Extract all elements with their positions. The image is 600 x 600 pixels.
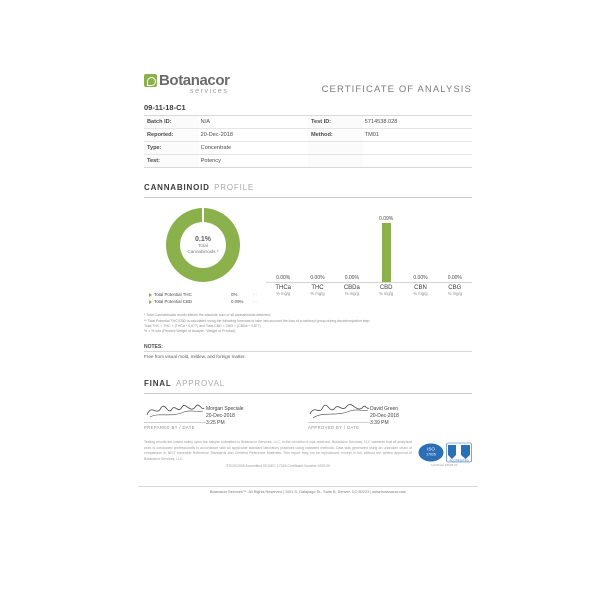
total-cannabinoids-chart	[144, 204, 262, 305]
sample-id: 09-11-18-C1	[144, 103, 186, 112]
disclaimer-text: Testing results are based solely upon the sample submitted to Botanacor Services, LLC, in the condition it was received. Botanacor Services, LLC warrants that all analytical work is conducted professionally in accordance with all applicable standard laboratory practices using validated methods. Data was generated using an unbroken chain of comparison to NIST traceable Reference Standards and Certified Reference Materials. This report may not be reproduced, except in full, without the written approval of Botanacor Services, LLC.	[144, 439, 412, 461]
cell-label: Type:	[144, 142, 199, 154]
signatory-name: David Green	[370, 405, 399, 412]
footnote: Total THC = THC + (THCa * 0.877) and Total CBD = CBD + (CBDa * 0.877).	[144, 324, 262, 329]
cell-label: Reported:	[144, 129, 199, 141]
triangle-icon	[149, 300, 152, 304]
iso-seal-icon	[418, 442, 444, 463]
bar-axis-label	[269, 285, 298, 296]
table-row	[144, 129, 472, 142]
cell-label: Test:	[144, 155, 199, 167]
section-title-secondary: PROFILE	[214, 183, 254, 192]
signatory-time: 3:39 PM	[370, 420, 389, 427]
leaf-icon	[144, 74, 157, 87]
bar-category-name: THCa	[275, 285, 291, 291]
legend-value: 0%	[231, 292, 238, 297]
legend-label: Total Potential CBD	[154, 298, 193, 304]
legend-label: Total Potential THC	[154, 292, 192, 297]
donut-caption-1: Total	[198, 242, 208, 248]
table-row	[144, 116, 472, 129]
table-row	[144, 155, 472, 167]
bar-item	[406, 204, 435, 282]
cell-value	[363, 155, 472, 167]
bar-value-label: 0.00%	[276, 275, 291, 281]
accredited-seal-icon	[446, 442, 472, 463]
cell-label: Test ID:	[308, 116, 363, 128]
signatory-time: 3:25 PM	[206, 420, 225, 427]
cell-label: Method:	[308, 129, 363, 141]
bar-axis-label	[337, 285, 366, 296]
signatory-name: Morgan Speciale	[206, 405, 244, 412]
bar-category-name: CBG	[448, 285, 462, 291]
cell-label	[308, 155, 363, 167]
bar-category-unit: % mg/g	[276, 291, 291, 296]
bar-chart-axis-labels	[266, 285, 472, 296]
donut-chart	[166, 208, 240, 282]
table-row	[144, 142, 472, 155]
bar-category-name: CBDa	[343, 285, 360, 291]
approval-section-header	[144, 373, 472, 394]
bar-item	[440, 204, 469, 282]
bar-category-name: THC	[311, 285, 324, 291]
donut-caption-2: Cannabinoids *	[187, 248, 219, 254]
bar-category-unit: % mg/g	[310, 291, 325, 296]
signature-block-prepared	[144, 399, 308, 430]
cell-value: Concentrate	[200, 145, 232, 151]
bar-item	[269, 204, 298, 282]
bar-axis-label	[406, 285, 435, 296]
signature-image-approved	[308, 399, 370, 421]
bar-item	[372, 204, 401, 282]
cell-label: Batch ID:	[144, 116, 199, 128]
bar-value-label: 0.00%	[413, 275, 428, 281]
cell-value: N/A	[200, 119, 210, 125]
list-item	[149, 299, 257, 306]
donut-legend	[149, 292, 257, 305]
bar-category-unit: % mg/g	[379, 291, 394, 296]
logo-line	[144, 72, 230, 89]
bar-category-name: CBN	[414, 285, 427, 291]
donut-value: 0.1%	[195, 235, 211, 243]
approved-by-label: APPROVED BY / DATE	[308, 422, 370, 430]
cannabinoid-bar-chart	[262, 204, 472, 305]
legend-value: 0.09%	[231, 298, 244, 304]
bar-axis-label	[303, 285, 332, 296]
list-item	[149, 292, 257, 299]
cannabinoid-footnotes	[144, 313, 472, 335]
bar-category-unit: % mg/g	[344, 291, 359, 296]
cell-value	[363, 142, 472, 154]
document-footer: Botanacor Services™. All Rights Reserved | 1001 S. Galapago St., Suite B, Denver, CO 80223 | www.botanacor.com	[138, 486, 478, 494]
brand-logo	[144, 72, 230, 95]
triangle-icon	[149, 293, 152, 297]
cell-value: Potency	[200, 158, 221, 164]
bar-item	[303, 204, 332, 282]
cannabinoid-section-header	[144, 177, 472, 198]
svg-text:ISO: ISO	[427, 446, 435, 452]
signature-grid	[144, 399, 472, 430]
bar-value-label: 0.09%	[379, 216, 394, 222]
document-header	[138, 60, 478, 101]
footnote: % = % w/w (Percent Weight of Analyte / Weight of Product)	[144, 329, 236, 334]
signatory-date: 20-Dec-2018	[370, 413, 399, 420]
logo-subtitle: services	[190, 88, 229, 95]
final-approval-section	[144, 373, 472, 430]
signatory-date: 20-Dec-2018	[206, 413, 235, 420]
bar-axis-label	[372, 285, 401, 296]
bar-value-label: 0.00%	[310, 275, 325, 281]
disclaimer-section	[144, 440, 472, 476]
section-title-primary: FINAL	[144, 378, 172, 388]
signature-block-approved	[308, 399, 472, 430]
cannabinoid-panel	[138, 198, 478, 305]
cell-value: 5714538.028	[364, 119, 398, 125]
bar-axis-label	[440, 285, 469, 296]
seal-caption: Certificate #4528.02	[430, 462, 458, 467]
bar-chart-plot	[266, 204, 472, 283]
bar-item	[337, 204, 366, 282]
bar-category-name: CBD	[379, 285, 393, 291]
cell-label	[308, 142, 363, 154]
svg-text:ACCREDITED: ACCREDITED	[449, 458, 469, 463]
bar-rect	[382, 223, 391, 282]
donut-gap	[202, 208, 204, 223]
donut-center	[180, 222, 226, 268]
svg-text:17025: 17025	[426, 452, 436, 457]
bar-value-label: 0.00%	[344, 275, 359, 281]
approved-by-info	[370, 399, 399, 430]
notes-title: NOTES:	[144, 344, 472, 352]
iso-certificate-line: ITS/20/2005 Accredited ISO/IEC 17025 Certificate Number 4529.00	[225, 464, 331, 469]
logo-name: Botanacor	[159, 72, 230, 89]
coa-document	[138, 60, 478, 500]
footnote: ** Total Potential THC/CBD is calculated using the following formulas to take into account the loss of a carboxyl group during decarboxylation step:	[144, 318, 371, 323]
legend-dots: ···	[252, 292, 257, 297]
sample-info-table	[144, 115, 472, 168]
bar-category-unit: % mg/g	[447, 291, 462, 296]
section-title-secondary: APPROVAL	[176, 378, 225, 388]
cell-value: TM01	[364, 132, 379, 138]
bar-value-label: 0.00%	[447, 275, 462, 281]
signature-image-prepared	[144, 399, 206, 421]
section-title-primary: CANNABINOID	[144, 183, 210, 192]
prepared-by-info	[206, 399, 244, 430]
page-title: CERTIFICATE OF ANALYSIS	[321, 84, 472, 95]
footnote: * Total Cannabinoids result reflects the absolute sum of all cannabinoids detected.	[144, 313, 271, 318]
notes-body: Free from visual mold, mildew, and foreign matter.	[144, 353, 246, 359]
legend-dots: ···	[252, 298, 257, 304]
prepared-by-label: PREPARED BY / DATE	[144, 422, 206, 430]
cell-value: 20-Dec-2018	[200, 132, 234, 138]
accreditation-seals	[416, 442, 472, 463]
bar-category-unit: % mg/g	[413, 291, 428, 296]
